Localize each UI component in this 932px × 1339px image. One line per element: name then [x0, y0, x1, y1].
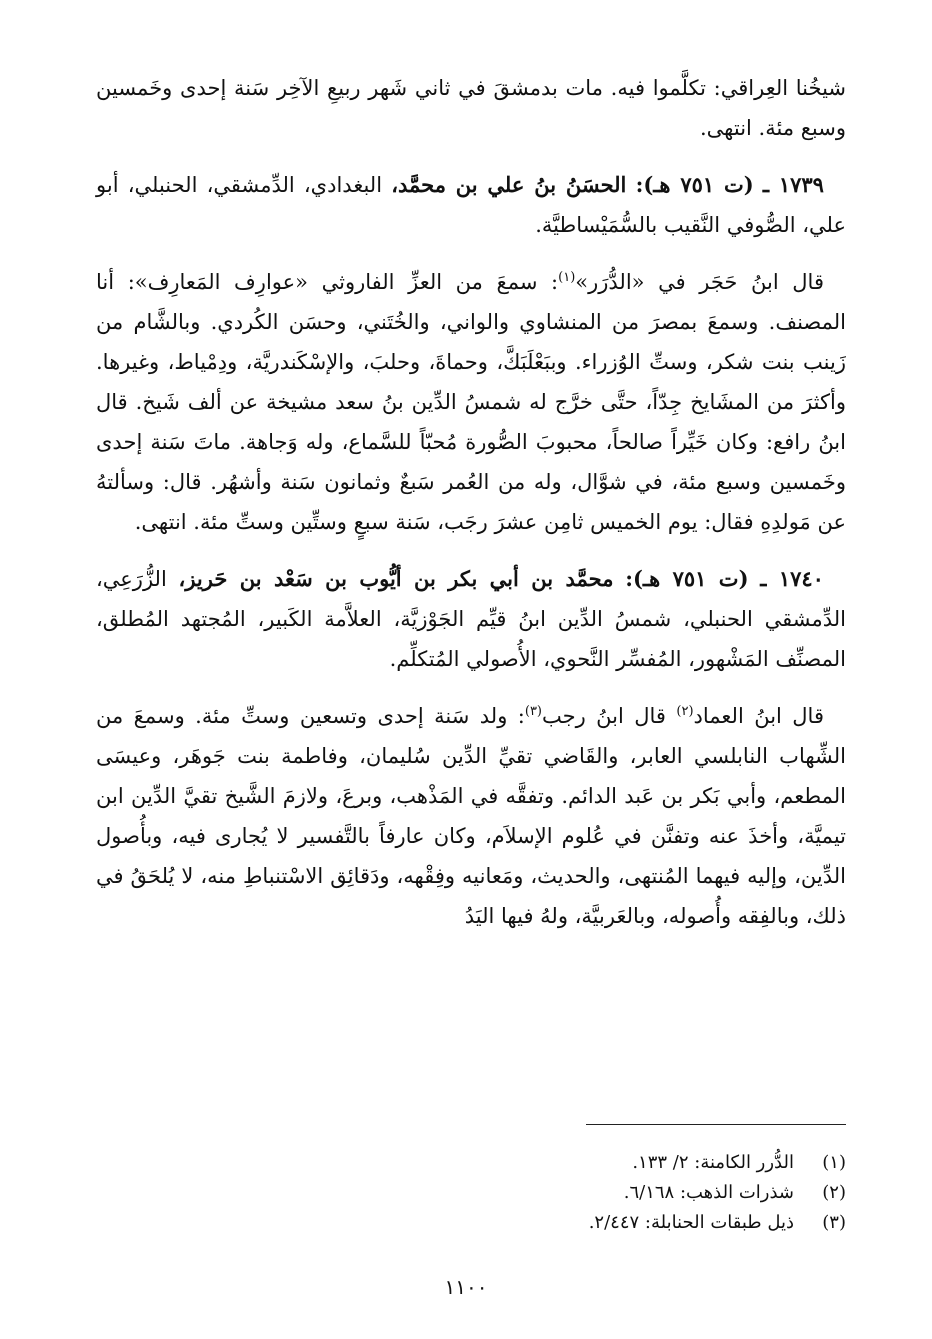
footnote-1-text: الدُّرر الكامنة: ٢/ ١٣٣. — [632, 1152, 794, 1173]
entry-1739-number: ١٧٣٩ ـ — [762, 172, 824, 197]
footnotes — [346, 1148, 846, 1238]
footnote-2 — [346, 1178, 846, 1208]
paragraph-3-before: قال ابنُ حَجَر في «الدُّرَر» — [575, 270, 824, 294]
footnote-ref-3: (٣) — [524, 704, 542, 719]
footnote-2-number: (٢) — [822, 1182, 846, 1203]
entry-1739-date: (ت ٧٥١ هـ): — [635, 172, 754, 197]
paragraph-5 — [96, 696, 846, 936]
entry-1740-name: محمَّد بن أبي بكر بن أيُّوب بن سَعْد بن حَريز، — [178, 566, 614, 591]
footnote-2-text: شذرات الذهب: ٦/١٦٨. — [623, 1182, 794, 1203]
entry-1740-date: (ت ٧٥١ هـ): — [625, 566, 749, 591]
page-number: ١١٠٠ — [444, 1275, 488, 1299]
footnote-3-text: ذيل طبقات الحنابلة: ٢/٤٤٧. — [588, 1212, 794, 1233]
paragraph-3-after: : سمعَ من العزِّ الفاروثي «عوارِف المَعارِف»: أنا المصنف. وسمعَ بمصرَ من المنشاوي والواني، والخُتَني، وحسَن الكُردي. وبالشَّام من زَينب بنت شكر، وستِّ الوُزراء. وببَعْلَبَكَّ، وحماةَ، وحلبَ، والإسْكَندريَّة، ودِمْياط، وغيرها. وأكثرَ من المشَايخ جِدّاً، حتَّى خرَّج له شمسُ الدِّين بنُ سعد مشيخة عن ألف شَيخ. قال ابنُ رافع: وكان خَيِّراً صالحاً، محبوبَ الصُّورة مُحبّاً للسَّماع، وله وَجاهة. ماتَ سَنة إحدى وخَمسين وسبع مئة، في شوَّال، وله من العُمر سَبعٌ وثمانون سَنة وأشهُر. قال: وسألتهُ عن مَولدِهِ فقال: يوم الخميس ثامِن عشرَ رجَب، سَنة سبعٍ وستِّين وستِّ مئة. انتهى. — [96, 270, 846, 534]
entry-1739-name: الحسَنُ بنُ علي بن محمَّد، — [391, 172, 627, 197]
page-body — [96, 68, 846, 953]
footnote-3 — [346, 1208, 846, 1238]
entry-1740-text: الزُّرَعِي، الدِّمشقي الحنبلي، شمسُ الدِّين ابنُ قيِّم الجَوْزيَّة، العلاَّمة الكَبير، المُجتهد المُطلق، المصنِّف المَشْهور، المُفسِّر النَّحوي، الأُصولي المُتكلِّم. — [96, 567, 846, 671]
footnote-ref-1: (١) — [558, 270, 576, 285]
entry-1740 — [96, 559, 846, 679]
paragraph-1 — [96, 68, 846, 148]
paragraph-5-middle: قال ابنُ رجب — [542, 704, 677, 728]
footnote-divider — [586, 1124, 846, 1125]
footnote-3-number: (٣) — [822, 1212, 846, 1233]
paragraph-1-text: شيخُنا العِراقي: تكلَّموا فيه. مات بدمشقَ في ثاني شَهر ربيعِ الآخِر سَنة إحدى وخَمسين وسبع مئة. انتهى. — [96, 76, 846, 140]
paragraph-5-after: : ولد سَنة إحدى وتسعين وستِّ مئة. وسمعَ من الشِّهاب النابلسي العابر، والقَاضي تقيِّ الدِّين سُليمان، وفاطمة بنت جَوهَر، وعيسَى المطعم، وأبي بَكر بن عَبد الدائم. وتفقَّه في المَذْهب، وبرعَ، ولازمَ الشَّيخ تقيَّ الدِّين ابن تيميَّة، وأخذَ عنه وتفنَّن في عُلوم الإسلاَم، وكان عارفاً بالتَّفسير لا يُجارى فيه، وبأُصول الدِّين، وإليه فيهما المُنتهى، والحديث، ومَعانيه وفِقْهه، ودَقائِق الاسْتنباطِ منه، لا يُلحَقُ في ذلك، وبالفِقه وأُصوله، وبالعَربيَّة، ولهُ فيها اليَدُ — [96, 704, 846, 928]
paragraph-3 — [96, 262, 846, 542]
footnote-1-number: (١) — [822, 1152, 846, 1173]
paragraph-5-before: قال ابنُ العماد — [693, 704, 824, 728]
entry-1740-number: ١٧٤٠ ـ — [760, 566, 824, 591]
footnote-1 — [346, 1148, 846, 1178]
entry-1739 — [96, 165, 846, 245]
entry-1739-text: البغدادي، الدِّمشقي، الحنبلي، أبو علي، الصُّوفي النَّقيب بالسُّمَيْساطيَّة. — [96, 173, 846, 237]
footnote-ref-2: (٢) — [676, 704, 694, 719]
